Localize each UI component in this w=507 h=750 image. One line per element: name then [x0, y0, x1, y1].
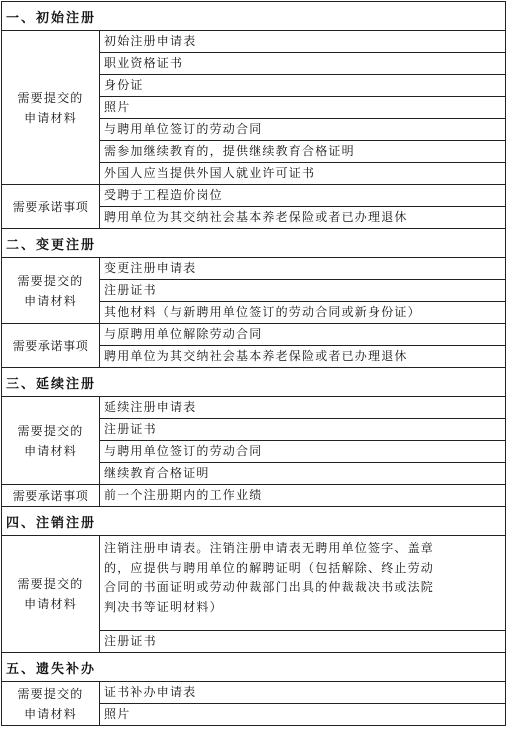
material-item: 外国人应当提供外国人就业许可证书 [100, 163, 506, 185]
material-item: 证书补办申请表 [100, 682, 506, 704]
requirements-table [1, 1, 506, 726]
section-title: 四、注销注册 [2, 507, 506, 536]
section-header-change [2, 229, 506, 258]
materials-label: 需要提交的 申请材料 [2, 397, 100, 485]
material-item: 注册证书 [100, 631, 506, 653]
material-item: 身份证 [100, 75, 506, 97]
commitment-row [2, 324, 506, 346]
material-item: 注册证书 [100, 419, 506, 441]
material-row [2, 258, 506, 280]
section-header-renewal [2, 368, 506, 397]
material-item: 其他材料（与新聘用单位签订的劳动合同或新身份证） [100, 302, 506, 324]
materials-label: 需要提交的 申请材料 [2, 31, 100, 185]
section-header-lost-replacement [2, 653, 506, 682]
material-item: 需参加继续教育的，提供继续教育合格证明 [100, 141, 506, 163]
material-item: 变更注册申请表 [100, 258, 506, 280]
section-header-cancellation [2, 507, 506, 536]
material-row [2, 397, 506, 419]
section-title: 三、延续注册 [2, 368, 506, 397]
commitment-row [2, 485, 506, 507]
material-item: 与聘用单位签订的劳动合同 [100, 441, 506, 463]
material-row [2, 682, 506, 704]
material-item: 照片 [100, 97, 506, 119]
commitments-label: 需要承诺事项 [2, 185, 100, 229]
section-title: 二、变更注册 [2, 229, 506, 258]
materials-label: 需要提交的 申请材料 [2, 258, 100, 324]
material-item: 继续教育合格证明 [100, 463, 506, 485]
section-header-initial [2, 2, 506, 31]
commitments-label: 需要承诺事项 [2, 324, 100, 368]
material-item-multiline: 注销注册申请表。注销注册申请表无聘用单位签字、盖章 的，应提供与聘用单位的解聘证明（包括解除、终止劳动 合同的书面证明或劳动仲裁部门出具的仲裁裁决书或法院 判决书等证明材料） [100, 536, 506, 631]
material-item: 延续注册申请表 [100, 397, 506, 419]
commitment-row [2, 185, 506, 207]
material-item: 注册证书 [100, 280, 506, 302]
section-title: 五、遗失补办 [2, 653, 506, 682]
requirements-document [1, 1, 505, 726]
material-item: 初始注册申请表 [100, 31, 506, 53]
commitment-item: 与原聘用单位解除劳动合同 [100, 324, 506, 346]
material-item: 职业资格证书 [100, 53, 506, 75]
material-row [2, 536, 506, 631]
section-title: 一、初始注册 [2, 2, 506, 31]
material-item: 与聘用单位签订的劳动合同 [100, 119, 506, 141]
materials-label: 需要提交的 申请材料 [2, 682, 100, 726]
commitments-label: 需要承诺事项 [2, 485, 100, 507]
material-item: 照片 [100, 704, 506, 726]
material-row [2, 31, 506, 53]
commitment-item: 聘用单位为其交纳社会基本养老保险或者已办理退休 [100, 346, 506, 368]
materials-label: 需要提交的 申请材料 [2, 536, 100, 653]
commitment-item: 受聘于工程造价岗位 [100, 185, 506, 207]
commitment-item: 聘用单位为其交纳社会基本养老保险或者已办理退休 [100, 207, 506, 229]
commitment-item: 前一个注册期内的工作业绩 [100, 485, 506, 507]
